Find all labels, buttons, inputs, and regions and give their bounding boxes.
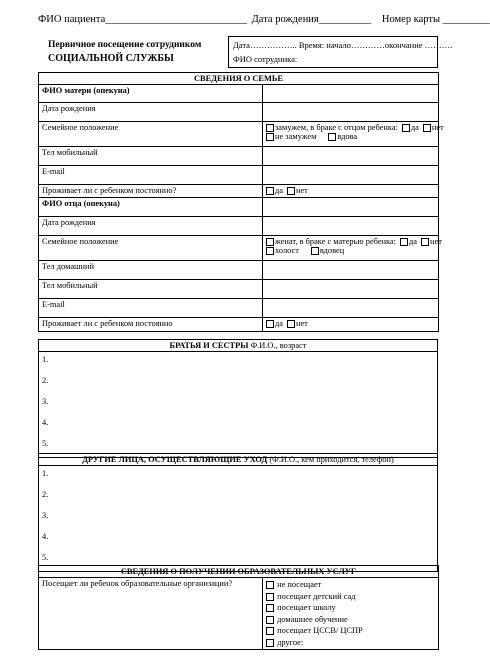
father-marital-options bbox=[263, 236, 442, 261]
siblings-title: БРАТЬЯ И СЕСТРЫ bbox=[169, 341, 249, 350]
option-edu-center: посещает ЦССВ/ ЦСПР bbox=[277, 626, 363, 635]
header-title-line2: СОЦИАЛЬНОЙ СЛУЖБЫ bbox=[48, 53, 174, 64]
list-item: 4. bbox=[42, 418, 49, 427]
option-widower: вдовец bbox=[319, 246, 345, 256]
education-question: Посещает ли ребенок образовательные организации? bbox=[39, 578, 263, 650]
mother-lives-options bbox=[263, 185, 439, 198]
option-edu-other: другое: bbox=[277, 637, 304, 647]
option-edu-school: посещает школу bbox=[277, 603, 336, 612]
option-edu-home: домашнее обучение bbox=[277, 614, 348, 624]
patient-name-field[interactable]: ФИО пациента___________________________ bbox=[38, 14, 248, 25]
father-email-input[interactable] bbox=[263, 299, 439, 318]
siblings-list[interactable] bbox=[39, 352, 438, 458]
mother-birth-label: Дата рождения bbox=[39, 103, 263, 122]
mother-name-label: ФИО матери (опекуна) bbox=[39, 85, 263, 103]
list-item: 4. bbox=[42, 532, 49, 541]
father-phone-input[interactable] bbox=[263, 280, 439, 299]
caregivers-table bbox=[38, 453, 438, 572]
father-email-label: E-mail bbox=[39, 299, 263, 318]
mother-name-input[interactable] bbox=[263, 85, 439, 103]
checkbox-wed-no[interactable] bbox=[421, 238, 429, 246]
option-wed-no: нет bbox=[430, 237, 442, 246]
checkbox-edu-kindergarten[interactable] bbox=[266, 593, 274, 601]
caregivers-list[interactable] bbox=[39, 466, 438, 572]
checkbox-edu-none[interactable] bbox=[266, 581, 274, 589]
father-lives-options bbox=[263, 318, 439, 332]
option-mother-lives-yes: да bbox=[275, 186, 283, 195]
checkbox-widow[interactable] bbox=[328, 133, 336, 141]
father-marital-label: Семейное положение bbox=[39, 236, 263, 261]
mother-email-input[interactable] bbox=[263, 166, 439, 185]
checkbox-married[interactable] bbox=[266, 124, 274, 132]
checkbox-not-married[interactable] bbox=[266, 133, 274, 141]
visit-date-time-field[interactable]: Дата…………….. Время: начало…………окончание ………. bbox=[233, 40, 453, 50]
option-married: замужем, в браке с отцом ребенка: bbox=[275, 123, 398, 132]
mother-lives-label: Проживает ли с ребенком постоянно? bbox=[39, 185, 263, 198]
list-item: 1. bbox=[42, 355, 49, 364]
option-father-lives-no: нет bbox=[295, 319, 308, 328]
employee-name-field[interactable]: ФИО сотрудника: bbox=[233, 54, 298, 64]
checkbox-married-yes[interactable] bbox=[402, 124, 410, 132]
visit-info-box bbox=[228, 36, 453, 68]
checkbox-father-lives-yes[interactable] bbox=[266, 320, 274, 328]
caregivers-section-title bbox=[39, 454, 438, 466]
checkbox-edu-school[interactable] bbox=[266, 604, 274, 612]
father-name-label: ФИО отца (опекуна) bbox=[39, 198, 263, 217]
family-section-title: СВЕДЕНИЯ О СЕМЬЕ bbox=[39, 73, 439, 85]
mother-phone-label: Тел мобильный bbox=[39, 147, 263, 166]
father-home-phone-input[interactable] bbox=[263, 261, 439, 280]
option-not-married: не замужем bbox=[275, 132, 317, 142]
option-single: холост bbox=[275, 246, 299, 256]
caregivers-title: ДРУГИЕ ЛИЦА, ОСУЩЕСТВЛЯЮЩИЕ УХОД bbox=[82, 455, 268, 464]
checkbox-mother-lives-yes[interactable] bbox=[266, 187, 274, 195]
list-item: 5. bbox=[42, 439, 49, 448]
checkbox-wed-yes[interactable] bbox=[400, 238, 408, 246]
education-table bbox=[38, 565, 439, 650]
option-wed: женат, в браке с матерью ребенка: bbox=[275, 237, 397, 246]
option-married-yes: да bbox=[410, 123, 419, 132]
header-title-line1: Первичное посещение сотрудником bbox=[48, 40, 202, 50]
education-section-title: СВЕДЕНИЯ О ПОЛУЧЕНИИ ОБРАЗОВАТЕЛЬНЫХ УСЛУГ bbox=[39, 566, 439, 578]
option-wed-yes: да bbox=[409, 237, 417, 246]
father-home-phone-label: Тел домашний bbox=[39, 261, 263, 280]
list-item: 1. bbox=[42, 469, 49, 478]
checkbox-edu-other[interactable] bbox=[266, 639, 274, 647]
siblings-section-title bbox=[39, 340, 438, 352]
checkbox-edu-center[interactable] bbox=[266, 627, 274, 635]
list-item: 5. bbox=[42, 553, 49, 562]
father-birth-label: Дата рождения bbox=[39, 217, 263, 236]
mother-marital-options bbox=[263, 122, 444, 147]
option-edu-none: не посещает bbox=[277, 580, 322, 589]
father-name-input[interactable] bbox=[263, 198, 439, 217]
mother-phone-input[interactable] bbox=[263, 147, 439, 166]
father-birth-input[interactable] bbox=[263, 217, 439, 236]
header-block bbox=[38, 36, 453, 68]
checkbox-edu-home[interactable] bbox=[266, 616, 274, 624]
checkbox-married-no[interactable] bbox=[423, 124, 431, 132]
caregivers-subtitle: (Ф.И.О., кем приходится, телефон) bbox=[267, 455, 394, 464]
card-number-field[interactable]: Номер карты _________ bbox=[381, 14, 490, 25]
family-table bbox=[38, 72, 444, 332]
siblings-subtitle: Ф.И.О., возраст bbox=[248, 341, 307, 350]
top-line bbox=[38, 14, 490, 25]
father-lives-label: Проживает ли с ребенком постоянно bbox=[39, 318, 263, 332]
list-item: 2. bbox=[42, 490, 49, 499]
header-title bbox=[38, 36, 228, 68]
list-item: 2. bbox=[42, 376, 49, 385]
option-widow: вдова bbox=[337, 132, 358, 142]
checkbox-wed[interactable] bbox=[266, 238, 274, 246]
list-item: 3. bbox=[42, 511, 49, 520]
education-options bbox=[263, 578, 439, 650]
checkbox-father-lives-no[interactable] bbox=[287, 320, 295, 328]
siblings-table bbox=[38, 339, 438, 458]
option-father-lives-yes: да bbox=[275, 319, 283, 328]
option-mother-lives-no: нет bbox=[295, 186, 308, 195]
checkbox-widower[interactable] bbox=[311, 247, 319, 255]
checkbox-single[interactable] bbox=[266, 247, 274, 255]
mother-email-label: E-mail bbox=[39, 166, 263, 185]
option-married-no: нет bbox=[431, 123, 444, 132]
mother-birth-input[interactable] bbox=[263, 103, 439, 122]
father-phone-label: Тел мобильный bbox=[39, 280, 263, 299]
checkbox-mother-lives-no[interactable] bbox=[287, 187, 295, 195]
list-item: 3. bbox=[42, 397, 49, 406]
mother-marital-label: Семейное положение bbox=[39, 122, 263, 147]
birth-date-field[interactable]: Дата рождения__________ bbox=[251, 14, 372, 25]
option-edu-kindergarten: посещает детский сад bbox=[277, 591, 356, 601]
